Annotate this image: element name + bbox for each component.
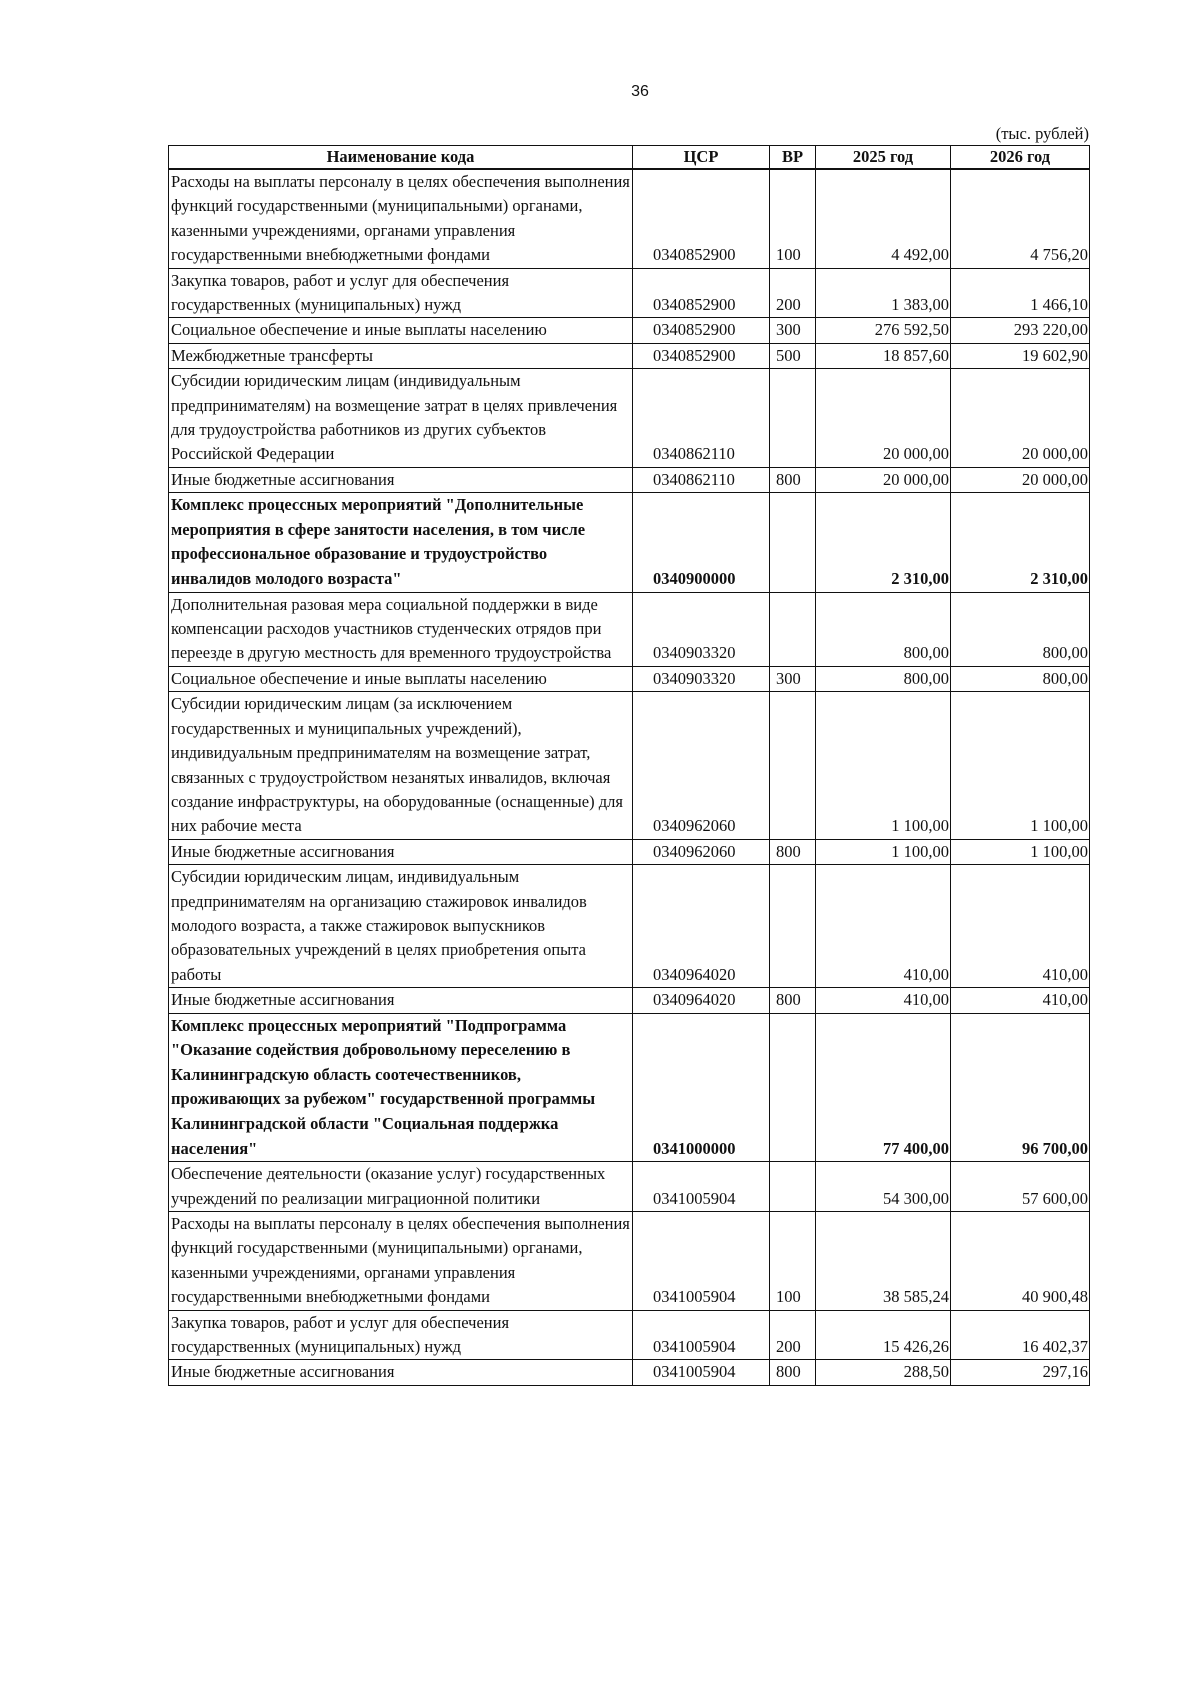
column-header-vr: ВР (770, 146, 816, 170)
cell-2025: 800,00 (816, 666, 951, 691)
cell-2026: 800,00 (951, 592, 1090, 666)
cell-name: Субсидии юридическим лицам (за исключением государственных и муниципальных учреждений), индивидуальным предпринимателям на возмещение затрат, связанных с трудоустройством незанятых инвалидов, включая создание инфраструктуры, на оборудованные (оснащенные) для них рабочие места (169, 692, 633, 839)
cell-2026: 410,00 (951, 865, 1090, 988)
cell-2025: 18 857,60 (816, 343, 951, 368)
table-row (169, 493, 1090, 592)
cell-2026: 19 602,90 (951, 343, 1090, 368)
cell-2025: 410,00 (816, 988, 951, 1013)
table-row (169, 666, 1090, 691)
table-row (169, 169, 1090, 268)
table-row (169, 865, 1090, 988)
cell-2025: 20 000,00 (816, 467, 951, 492)
cell-name: Субсидии юридическим лицам, индивидуальным предпринимателям на организацию стажировок инвалидов молодого возраста, а также стажировок выпускников образовательных учреждений в целях приобретения опыта работы (169, 865, 633, 988)
cell-csr: 0341005904 (633, 1310, 770, 1360)
cell-vr: 100 (770, 169, 816, 268)
cell-vr: 300 (770, 666, 816, 691)
cell-csr: 0340903320 (633, 592, 770, 666)
cell-csr: 0340852900 (633, 318, 770, 343)
table-body (169, 169, 1090, 1385)
cell-csr: 0340900000 (633, 493, 770, 592)
cell-csr: 0340852900 (633, 169, 770, 268)
cell-name: Комплекс процессных мероприятий "Подпрограмма "Оказание содействия добровольному переселению в Калининградскую область соотечественников, проживающих за рубежом" государственной программы Калининградской области "Социальная поддержка населения" (169, 1013, 633, 1162)
cell-csr: 0341005904 (633, 1211, 770, 1310)
budget-table (168, 145, 1090, 1386)
cell-vr (770, 369, 816, 468)
table-row (169, 1310, 1090, 1360)
cell-vr (770, 1162, 816, 1212)
cell-2025: 54 300,00 (816, 1162, 951, 1212)
cell-2025: 800,00 (816, 592, 951, 666)
cell-name: Иные бюджетные ассигнования (169, 988, 633, 1013)
cell-csr: 0340903320 (633, 666, 770, 691)
cell-csr: 0340852900 (633, 343, 770, 368)
cell-vr: 500 (770, 343, 816, 368)
cell-2025: 288,50 (816, 1360, 951, 1385)
table-header-row (169, 146, 1090, 170)
cell-2025: 1 383,00 (816, 268, 951, 318)
cell-2025: 4 492,00 (816, 169, 951, 268)
cell-name: Межбюджетные трансферты (169, 343, 633, 368)
column-header-2026: 2026 год (951, 146, 1090, 170)
cell-name: Субсидии юридическим лицам (индивидуальным предпринимателям) на возмещение затрат в целях привлечения для трудоустройства работников из других субъектов Российской Федерации (169, 369, 633, 468)
cell-2026: 1 466,10 (951, 268, 1090, 318)
cell-name: Расходы на выплаты персоналу в целях обеспечения выполнения функций государственными (муниципальными) органами, казенными учреждениями, органами управления государственными внебюджетными фондами (169, 1211, 633, 1310)
table-row (169, 1360, 1090, 1385)
cell-csr: 0341000000 (633, 1013, 770, 1162)
cell-vr (770, 692, 816, 839)
table-row (169, 369, 1090, 468)
table-row (169, 988, 1090, 1013)
column-header-2025: 2025 год (816, 146, 951, 170)
cell-2025: 20 000,00 (816, 369, 951, 468)
cell-name: Дополнительная разовая мера социальной поддержки в виде компенсации расходов участников студенческих отрядов при переезде в другую местность для временного трудоустройства (169, 592, 633, 666)
table-row (169, 268, 1090, 318)
table-row (169, 1211, 1090, 1310)
cell-vr: 800 (770, 839, 816, 864)
cell-2026: 1 100,00 (951, 839, 1090, 864)
cell-name: Закупка товаров, работ и услуг для обеспечения государственных (муниципальных) нужд (169, 268, 633, 318)
cell-2025: 38 585,24 (816, 1211, 951, 1310)
table-row (169, 343, 1090, 368)
cell-2025: 410,00 (816, 865, 951, 988)
cell-2025: 15 426,26 (816, 1310, 951, 1360)
cell-name: Комплекс процессных мероприятий "Дополнительные мероприятия в сфере занятости населения, в том числе профессиональное образование и трудоустройство инвалидов молодого возраста" (169, 493, 633, 592)
column-header-csr: ЦСР (633, 146, 770, 170)
table-row (169, 692, 1090, 839)
table-row (169, 1162, 1090, 1212)
cell-csr: 0341005904 (633, 1162, 770, 1212)
cell-name: Расходы на выплаты персоналу в целях обеспечения выполнения функций государственными (муниципальными) органами, казенными учреждениями, органами управления государственными внебюджетными фондами (169, 169, 633, 268)
cell-vr: 200 (770, 1310, 816, 1360)
table-row (169, 467, 1090, 492)
units-label: (тыс. рублей) (995, 124, 1089, 143)
cell-csr: 0340964020 (633, 988, 770, 1013)
cell-csr: 0340852900 (633, 268, 770, 318)
cell-2026: 57 600,00 (951, 1162, 1090, 1212)
cell-csr: 0340862110 (633, 369, 770, 468)
page-number: 36 (631, 83, 649, 100)
cell-vr (770, 1013, 816, 1162)
cell-name: Обеспечение деятельности (оказание услуг) государственных учреждений по реализации миграционной политики (169, 1162, 633, 1212)
cell-csr: 0341005904 (633, 1360, 770, 1385)
cell-csr: 0340862110 (633, 467, 770, 492)
cell-2025: 77 400,00 (816, 1013, 951, 1162)
cell-2026: 2 310,00 (951, 493, 1090, 592)
cell-2026: 40 900,48 (951, 1211, 1090, 1310)
cell-2025: 1 100,00 (816, 692, 951, 839)
cell-2026: 4 756,20 (951, 169, 1090, 268)
cell-csr: 0340962060 (633, 839, 770, 864)
table-row (169, 1013, 1090, 1162)
cell-2026: 20 000,00 (951, 467, 1090, 492)
table-row (169, 839, 1090, 864)
cell-2026: 16 402,37 (951, 1310, 1090, 1360)
cell-name: Иные бюджетные ассигнования (169, 1360, 633, 1385)
table-row (169, 592, 1090, 666)
table-row (169, 318, 1090, 343)
cell-name: Иные бюджетные ассигнования (169, 839, 633, 864)
cell-name: Иные бюджетные ассигнования (169, 467, 633, 492)
cell-2025: 1 100,00 (816, 839, 951, 864)
cell-2026: 297,16 (951, 1360, 1090, 1385)
cell-2026: 20 000,00 (951, 369, 1090, 468)
cell-2026: 293 220,00 (951, 318, 1090, 343)
cell-csr: 0340964020 (633, 865, 770, 988)
cell-2025: 276 592,50 (816, 318, 951, 343)
cell-2026: 96 700,00 (951, 1013, 1090, 1162)
cell-vr (770, 493, 816, 592)
cell-csr: 0340962060 (633, 692, 770, 839)
cell-vr: 300 (770, 318, 816, 343)
cell-vr (770, 592, 816, 666)
cell-2026: 1 100,00 (951, 692, 1090, 839)
cell-2026: 410,00 (951, 988, 1090, 1013)
cell-name: Социальное обеспечение и иные выплаты населению (169, 318, 633, 343)
cell-2025: 2 310,00 (816, 493, 951, 592)
cell-vr: 800 (770, 467, 816, 492)
cell-vr (770, 865, 816, 988)
cell-vr: 100 (770, 1211, 816, 1310)
cell-name: Социальное обеспечение и иные выплаты населению (169, 666, 633, 691)
cell-vr: 800 (770, 988, 816, 1013)
cell-vr: 200 (770, 268, 816, 318)
cell-vr: 800 (770, 1360, 816, 1385)
column-header-name: Наименование кода (169, 146, 633, 170)
cell-2026: 800,00 (951, 666, 1090, 691)
cell-name: Закупка товаров, работ и услуг для обеспечения государственных (муниципальных) нужд (169, 1310, 633, 1360)
